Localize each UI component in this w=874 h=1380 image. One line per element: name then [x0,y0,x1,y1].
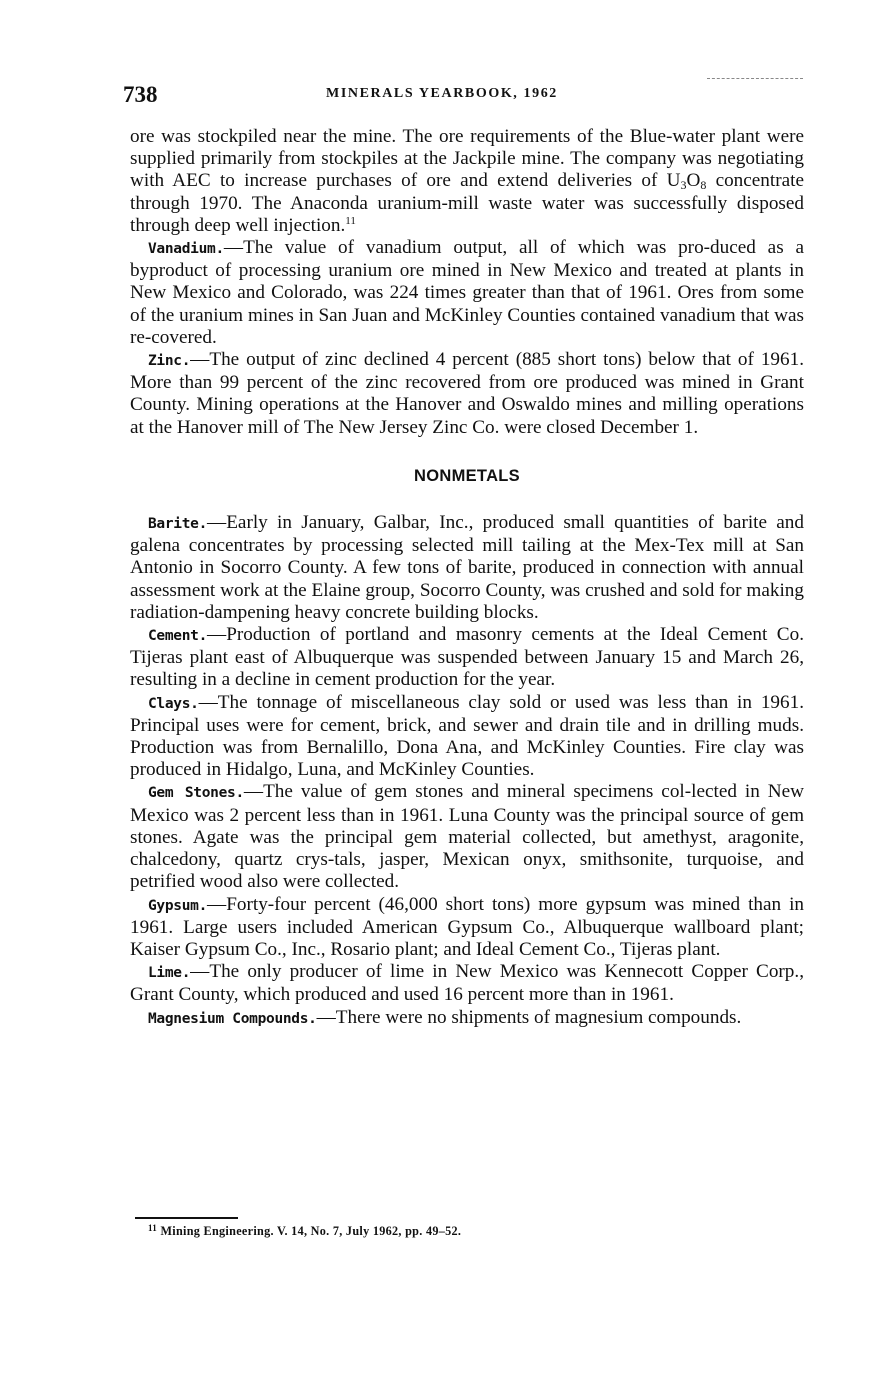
running-title: MINERALS YEARBOOK, 1962 [326,86,558,101]
paragraph-text: ore was stockpiled near the mine. The ore requirements of the Blue-water plant were supplied primarily from stockpiles at the Jackpile mine. The company was negotiating with AEC to increase purchases of ore and extend deliveries of [130,126,804,192]
runin-heading: Zinc. [148,353,191,370]
paragraph-gypsum [130,894,804,962]
paragraph-clays [130,692,804,782]
footnote [148,1224,461,1239]
paragraph-text: —There were no shipments of magnesium compounds. [316,1006,742,1028]
runin-heading: Barite. [148,516,208,533]
footnote-text: Mining Engineering. V. 14, No. 7, July 1962, pp. 49–52. [157,1224,462,1238]
paragraph-text: —Early in January, Galbar, Inc., produced small quantities of barite and galena concentrates by processing selected mill tailing at the Mex-Tex mill at San Antonio in Socorro County. A few tons of barite, produced in connection with annual assessment work at the Elaine group, Socorro County, was crushed and sold for making radiation-dampening heavy concrete building blocks. [130,512,804,623]
runin-heading: Gem Stones. [148,785,244,802]
footnote-number: 11 [148,1223,158,1233]
paragraph-text-continued: concentrate through 1970. The Anaconda uranium-mill waste water was successfully disposed through deep well injection. [130,170,804,236]
paragraph-text: —The tonnage of miscellaneous clay sold or used was less than in 1961. Principal uses were for cement, brick, and sewer and drain tile and in drilling muds. Production was from Bernalillo, Dona Ana, and McKinley Counties. Fire clay was produced in Hidalgo, Luna, and McKinley Counties. [130,691,804,781]
paragraph-vanadium [130,237,804,349]
runin-heading: Clays. [148,695,199,712]
runin-heading: Cement. [148,628,208,645]
runin-heading: Magnesium Compounds. [148,1010,317,1027]
paragraph-text: —The only producer of lime in New Mexico was Kennecott Copper Corp., Grant County, which produced and used 16 percent more than in 1961. [130,961,804,1006]
paragraph-text: —The value of gem stones and mineral specimens col-lected in New Mexico was 2 percent less than in 1961. Luna County was the principal source of gem stones. Agate was the principal gem material collected, but amethyst, aragonite, chalcedony, quartz crys-tals, jasper, Mexican onyx, smithsonite, turquoise, and petrified wood also were collected. [130,781,804,893]
page-number: 738 [123,82,158,107]
section-heading: NONMETALS [414,466,520,485]
paragraph-magnesium-compounds [130,1007,804,1030]
paragraph-text: —Production of portland and masonry cements at the Ideal Cement Co. Tijeras plant east of Albuquerque was suspended between January 15 and March 26, resulting in a decline in cement production for the year. [130,624,804,691]
paragraph-gem-stones [130,781,804,893]
runin-heading: Lime. [148,965,191,982]
chemical-formula: $U_3O_8$ [666,170,707,193]
paragraph-lime [130,961,804,1006]
scan-mark [707,78,803,79]
paragraph-text: —The value of vanadium output, all of which was pro-duced as a byproduct of processing uranium ore mined in New Mexico and treated at plants in New Mexico and Colorado, was 224 times greater than that of 1961. Ores from some of the uranium mines in San Juan and McKinley Counties contained vanadium that was re-covered. [130,237,804,348]
runin-heading: Gypsum. [148,897,208,914]
paragraph-zinc [130,349,804,439]
paragraph-uranium-continued [130,126,804,237]
paragraph-text: —The output of zinc declined 4 percent (885 short tons) below that of 1961. More than 99 percent of the zinc recovered from ore produced was mined in Grant County. Mining operations at the Hanover and Oswaldo mines and milling operations at the Hanover mill of The New Jersey Zinc Co. were closed December 1. [130,349,804,438]
page-header [123,82,803,116]
body-text [130,126,804,1030]
paragraph-barite [130,512,804,624]
paragraph-cement [130,624,804,692]
footnote-reference: 11 [345,214,356,227]
paragraph-text: —Forty-four percent (46,000 short tons) more gypsum was mined than in 1961. Large users included American Gypsum Co., Albuquerque wallboard plant; Kaiser Gypsum Co., Inc., Rosario plant; and Ideal Cement Co., Tijeras plant. [130,893,804,960]
footnote-divider [135,1217,238,1219]
runin-heading: Vanadium. [148,241,224,258]
